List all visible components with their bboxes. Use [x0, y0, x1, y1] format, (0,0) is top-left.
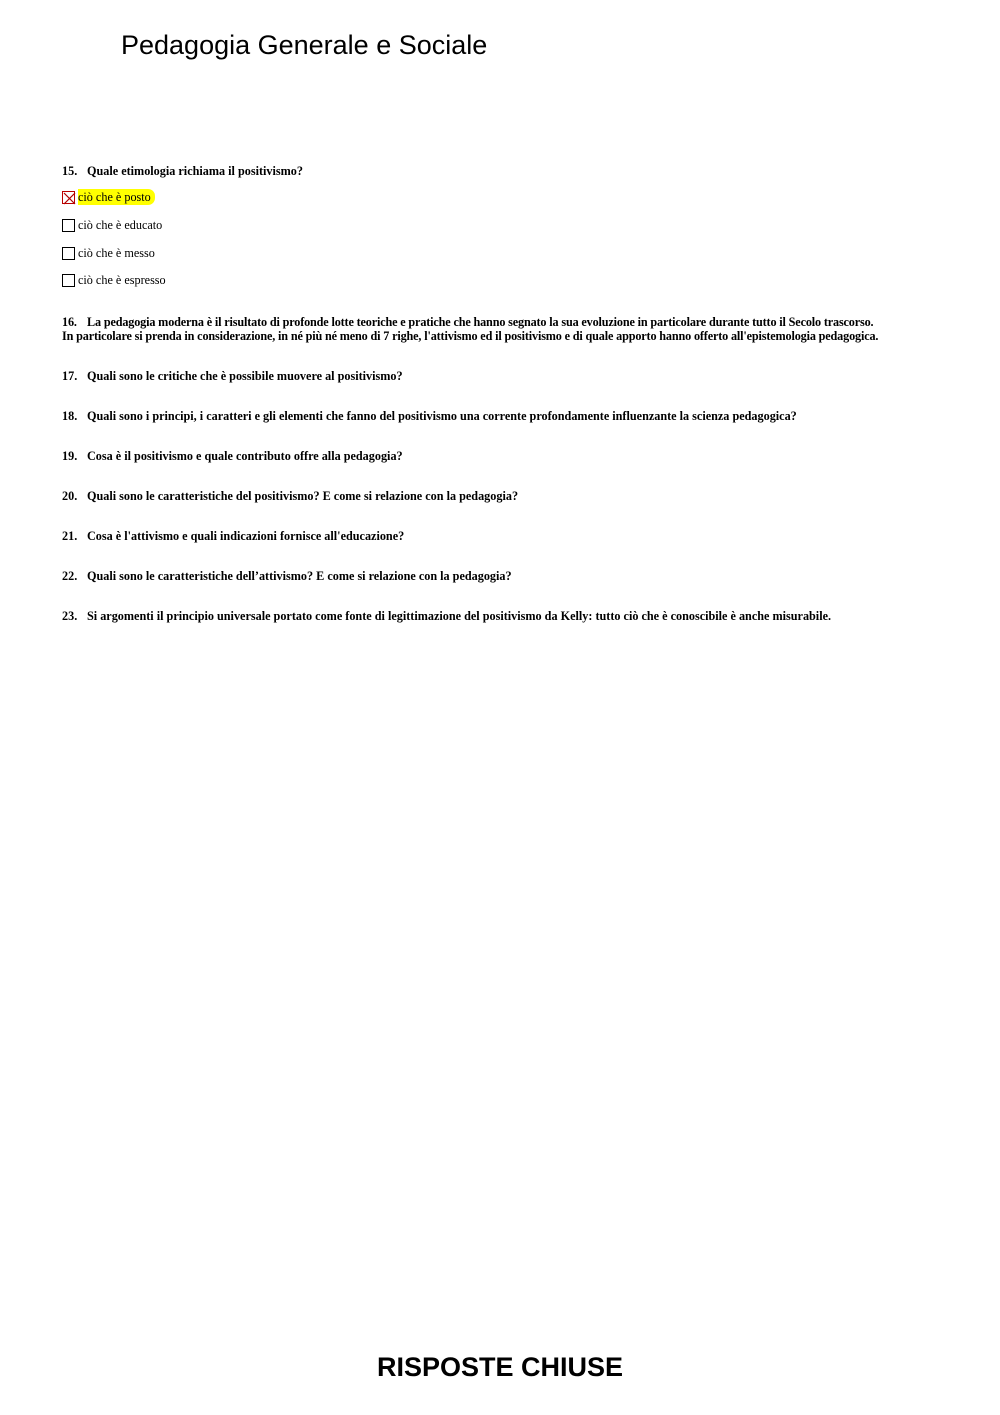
option-label: ciò che è posto	[78, 189, 155, 205]
question-number: 17.	[62, 369, 78, 383]
question-text: Cosa è il positivismo e quale contributo offre alla pedagogia?	[87, 449, 403, 463]
checkbox-icon[interactable]	[62, 274, 75, 287]
checked-checkbox-icon[interactable]	[62, 191, 75, 204]
question-number: 20.	[62, 489, 78, 503]
question-17	[62, 369, 960, 383]
question-text: Quali sono le critiche che è possibile muovere al positivismo?	[87, 369, 403, 383]
option-messo[interactable]	[62, 245, 157, 261]
question-number: 21.	[62, 529, 78, 543]
checkbox-icon[interactable]	[62, 247, 75, 260]
question-text: Cosa è l'attivismo e quali indicazioni fornisce all'educazione?	[87, 529, 405, 543]
option-posto[interactable]	[62, 189, 155, 205]
question-20	[62, 489, 960, 503]
question-22	[62, 569, 960, 583]
question-text: Quali sono i principi, i caratteri e gli elementi che fanno del positivismo una corrente profondamente influenzante la scienza pedagogica?	[87, 409, 797, 423]
checkbox-icon[interactable]	[62, 219, 75, 232]
question-23	[62, 609, 960, 623]
option-label: ciò che è messo	[78, 246, 155, 260]
question-text: Quali sono le caratteristiche dell’attivismo? E come si relazione con la pedagogia?	[87, 569, 512, 583]
option-educato[interactable]	[62, 217, 164, 233]
question-16	[62, 315, 980, 343]
question-number: 16.	[62, 315, 77, 329]
question-number: 22.	[62, 569, 78, 583]
footer-title: RISPOSTE CHIUSE	[376, 1352, 624, 1382]
question-number: 19.	[62, 449, 78, 463]
question-15	[62, 164, 960, 178]
question-text: Quale etimologia richiama il positivismo?	[87, 164, 303, 178]
question-text: Quali sono le caratteristiche del positivismo? E come si relazione con la pedagogia?	[87, 489, 519, 503]
question-text: La pedagogia moderna è il risultato di profonde lotte teoriche e pratiche che hanno segnato la sua evoluzione in particolare durante tutto il Secolo trascorso.	[87, 315, 874, 329]
question-19	[62, 449, 960, 463]
option-espresso[interactable]	[62, 272, 168, 288]
question-18	[62, 409, 960, 423]
option-label: ciò che è educato	[78, 218, 163, 232]
option-label: ciò che è espresso	[78, 273, 166, 287]
question-number: 18.	[62, 409, 78, 423]
question-21	[62, 529, 960, 543]
question-text-continued: In particolare si prenda in considerazione, in né più né meno di 7 righe, l'attivismo ed il positivismo e di quale apporto hanno offerto all'epistemologia pedagogica.	[62, 329, 879, 343]
question-number: 15.	[62, 164, 78, 178]
question-text: Si argomenti il principio universale portato come fonte di legittimazione del positivismo da Kelly: tutto ciò che è conoscibile è anche misurabile.	[87, 609, 832, 623]
question-number: 23.	[62, 609, 78, 623]
page-title: Pedagogia Generale e Sociale	[121, 30, 488, 60]
